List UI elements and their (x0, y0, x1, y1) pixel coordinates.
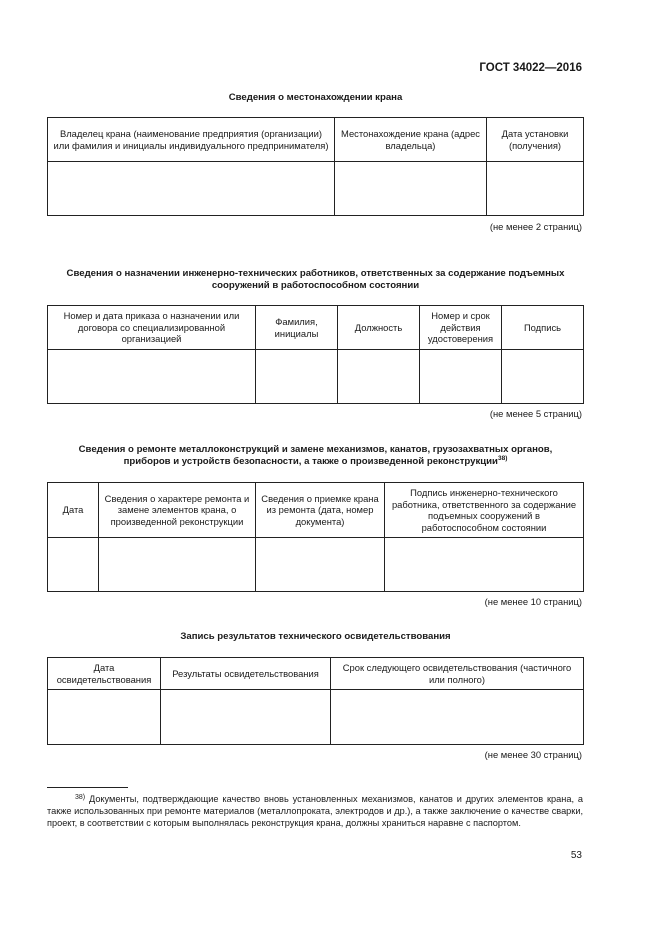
table-inspection-results (47, 657, 584, 745)
document-code: ГОСТ 34022—2016 (479, 62, 582, 74)
footnote-text: Документы, подтверждающие качество вновь установленных механизмов, канатов и других элементов крана, а также использованных при ремонте материалов (металлопроката, электродов и др.), а также заключение о качестве сварки, проект, в соответствии с которым выполнялась реконструкция крана, должны храниться наравне с паспортом. (47, 794, 583, 828)
table-row (48, 162, 584, 216)
footnote-ref: 38) (497, 455, 508, 462)
column-header: Должность (338, 306, 420, 350)
table-row (48, 690, 584, 745)
column-header: Местонахождение крана (адрес владельца) (335, 118, 487, 162)
section-title-responsible-staff (48, 268, 583, 292)
table-cell (385, 538, 584, 592)
section-title-crane-location: Сведения о местонахождении крана (228, 92, 403, 103)
footnote-number: 38) (75, 794, 86, 801)
column-header: Дата (48, 483, 99, 538)
column-header: Сведения о характере ремонта и замене элементов крана, о произведенной реконструкции (99, 483, 256, 538)
table-cell (338, 350, 420, 404)
table-cell (48, 162, 335, 216)
table-repairs (47, 482, 584, 592)
table-cell (331, 690, 584, 745)
table-cell (161, 690, 331, 745)
column-header: Номер и дата приказа о назначении или договора со специализированной организацией (48, 306, 256, 350)
column-header: Владелец крана (наименование предприятия (организации) или фамилия и инициалы индивидуального предпринимателя) (48, 118, 335, 162)
page-count-note: (не менее 30 страниц) (484, 749, 582, 760)
page-number: 53 (570, 850, 582, 861)
column-header: Дата освидетельствования (48, 658, 161, 690)
table-row (48, 350, 584, 404)
column-header: Подпись (502, 306, 584, 350)
table-cell (99, 538, 256, 592)
table-row (48, 538, 584, 592)
table-cell (420, 350, 502, 404)
column-header: Сведения о приемке крана из ремонта (дата, номер документа) (256, 483, 385, 538)
column-header: Номер и срок действия удостоверения (420, 306, 502, 350)
page-count-note: (не менее 2 страниц) (489, 221, 582, 232)
page-count-note: (не менее 5 страниц) (489, 408, 582, 419)
page-count-note: (не менее 10 страниц) (484, 596, 582, 607)
column-header: Результаты освидетельствования (161, 658, 331, 690)
column-header: Дата установки (получения) (487, 118, 584, 162)
footnote (47, 792, 583, 829)
column-header: Фамилия, инициалы (256, 306, 338, 350)
column-header: Подпись инженерно-технического работника, ответственного за содержание подъемных сооружений в работоспособном состоянии (385, 483, 584, 538)
section-title-repairs (48, 444, 583, 468)
title-line: Сведения о ремонте металлоконструкций и замене механизмов, канатов, грузозахватных органов, (78, 444, 553, 455)
title-line: Сведения о назначении инженерно-технических работников, ответственных за содержание подъемных (66, 268, 565, 279)
table-cell (48, 690, 161, 745)
title-line: приборов и устройств безопасности, а также о произведенной реконструкции$^{38)}$ (123, 455, 508, 467)
table-crane-location (47, 117, 584, 216)
title-line: сооружений в работоспособном состоянии (211, 280, 420, 291)
table-responsible-staff (47, 305, 584, 404)
table-cell (256, 538, 385, 592)
table-cell (48, 350, 256, 404)
table-cell (487, 162, 584, 216)
table-cell (502, 350, 584, 404)
table-cell (256, 350, 338, 404)
footnote-divider (47, 787, 128, 788)
section-title-inspection-results: Запись результатов технического освидетельствования (180, 631, 451, 642)
column-header: Срок следующего освидетельствования (частичного или полного) (331, 658, 584, 690)
table-cell (48, 538, 99, 592)
table-cell (335, 162, 487, 216)
